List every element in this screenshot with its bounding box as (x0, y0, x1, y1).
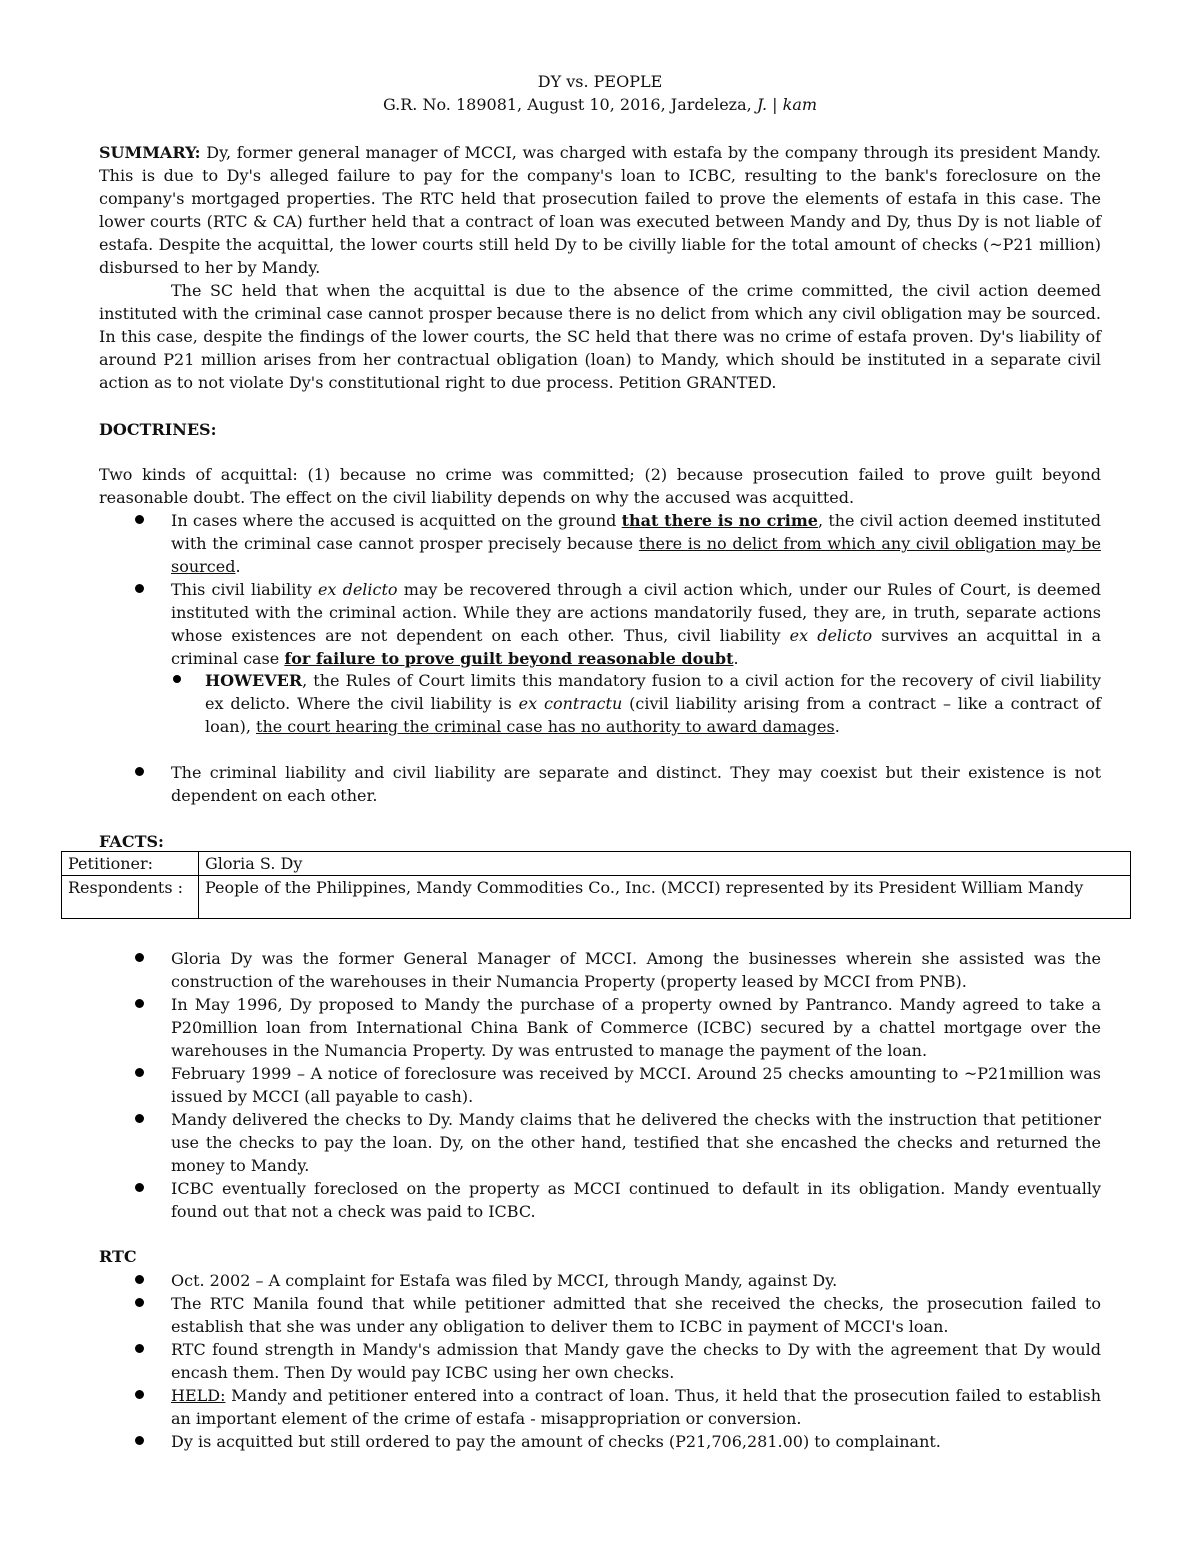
rtc-item: RTC found strength in Mandy's admission that Mandy gave the checks to Dy with the agreement that Dy would encash them. Then Dy would pay ICBC using her own checks. (171, 1340, 1101, 1382)
respondents-label: Respondents : (62, 876, 199, 919)
doctrine-item-no-crime (171, 509, 1101, 578)
doctrine-text: survives an acquittal in a criminal case (171, 626, 1102, 668)
doctrine-text: . (733, 649, 739, 668)
citation-justice-abbrev: J. (756, 95, 768, 114)
doctrine-underlined: there is no delict from which any civil obligation may be sourced (171, 534, 1102, 576)
sub-bullet-icon (173, 675, 181, 683)
doctrine-underlined: the court hearing the criminal case has no authority to award damages (256, 717, 835, 736)
doctrine-text: , the Rules of Court limits this mandatory fusion to a civil action for the recovery of civil liability ex delicto. Where the civil liability is (205, 671, 1101, 713)
table-row (62, 852, 1131, 876)
doctrine-subitem-however (205, 669, 1101, 738)
summary-text-2: The SC held that when the acquittal is due to the absence of the crime committed, the civil action deemed instituted with the criminal case cannot prosper because there is no delict from which any civil obligation may be sourced. In this case, despite the findings of the lower courts, the SC held that there was no crime of estafa proven. Dy's liability of around P21 million arises from her contractual obligation (loan) to Mandy, which should be instituted in a separate civil action as to not violate Dy's constitutional right to due process. Petition GRANTED. (99, 281, 1101, 392)
fact-item: In May 1996, Dy proposed to Mandy the purchase of a property owned by Pantranco. Mandy agreed to take a P20million loan from International China Bank of Commerce (ICBC) secured by a chattel mortgage over the warehouses in the Numancia Property. Dy was entrusted to manage the payment of the loan. (171, 995, 1101, 1060)
citation-separator: | (767, 95, 783, 114)
rtc-held-item (171, 1384, 1101, 1430)
summary-text-1: Dy, former general manager of MCCI, was charged with estafa by the company through its president Mandy. This is due to Dy's alleged failure to pay for the company's loan to ICBC, resulting to the bank's foreclosure on the company's mortgaged properties. The RTC held that prosecution failed to prove the elements of estafa in this case. The lower courts (RTC & CA) further held that a contract of loan was executed between Mandy and Dy, thus Dy is not liable of estafa. Despite the acquittal, the lower courts still held Dy to be civilly liable for the total amount of checks (~P21 million) disbursed to her by Mandy. (99, 143, 1101, 277)
doctrine-bold: HOWEVER (205, 671, 303, 690)
respondents-value: People of the Philippines, Mandy Commodities Co., Inc. (MCCI) represented by its President William Mandy (199, 876, 1131, 919)
case-citation (0, 93, 1200, 116)
bullet-icon (135, 584, 144, 593)
facts-heading: FACTS: (99, 832, 164, 851)
doctrines-intro: Two kinds of acquittal: (1) because no crime was committed; (2) because prosecution failed to prove guilt beyond reasonable doubt. The effect on the civil liability depends on why the accused was acquitted. (99, 465, 1101, 507)
held-text: Mandy and petitioner entered into a contract of loan. Thus, it held that the prosecution failed to establish an important element of the crime of estafa - misappropriation or conversion. (171, 1386, 1101, 1428)
doctrine-text: . (235, 557, 241, 576)
summary-paragraph-2 (99, 279, 1101, 394)
doctrine-italic: ex delicto (789, 626, 873, 645)
held-label: HELD: (171, 1386, 226, 1405)
doctrine-emphasis: for failure to prove guilt beyond reasonable doubt (284, 649, 734, 668)
bullet-icon (135, 1436, 144, 1445)
doctrine-text: This civil liability (171, 580, 318, 599)
bullet-icon (135, 1275, 144, 1284)
doctrine-italic: ex delicto (317, 580, 398, 599)
doctrine-text: In cases where the accused is acquitted on the ground (171, 511, 622, 530)
case-title: DY vs. PEOPLE (537, 72, 663, 91)
fact-item: Mandy delivered the checks to Dy. Mandy claims that he delivered the checks with the instruction that petitioner use the checks to pay the loan. Dy, on the other hand, testified that she encashed the checks and returned the money to Mandy. (171, 1110, 1101, 1175)
bullet-icon (135, 767, 144, 776)
table-row (62, 876, 1131, 919)
rtc-item: Oct. 2002 – A complaint for Estafa was filed by MCCI, through Mandy, against Dy. (171, 1271, 838, 1290)
doctrine-text: (civil liability arising from a contract – like a contract of loan), (205, 694, 1101, 736)
bullet-icon (135, 1344, 144, 1353)
summary-label: SUMMARY: (99, 143, 201, 162)
bullet-icon (135, 1390, 144, 1399)
rtc-heading: RTC (99, 1247, 137, 1266)
doctrines-heading: DOCTRINES: (99, 420, 217, 439)
bullet-icon (135, 1114, 144, 1123)
petitioner-value: Gloria S. Dy (199, 852, 1131, 876)
bullet-icon (135, 1298, 144, 1307)
summary-paragraph-1 (99, 141, 1101, 279)
doctrine-text: , the civil action deemed instituted with the criminal case cannot prosper precisely because (171, 511, 1101, 553)
petitioner-label: Petitioner: (62, 852, 199, 876)
bullet-icon (135, 515, 144, 524)
rtc-item: The RTC Manila found that while petitioner admitted that she received the checks, the prosecution failed to establish that she was under any obligation to deliver them to ICBC in payment of MCCI's loan. (171, 1294, 1101, 1336)
bullet-icon (135, 1183, 144, 1192)
fact-item: Gloria Dy was the former General Manager of MCCI. Among the businesses wherein she assisted was the construction of the warehouses in their Numancia Property (property leased by MCCI from PNB). (171, 949, 1101, 991)
doctrine-item-separate-liability: The criminal liability and civil liability are separate and distinct. They may coexist but their existence is not dependent on each other. (171, 763, 1101, 805)
bullet-icon (135, 953, 144, 962)
bullet-icon (135, 1068, 144, 1077)
rtc-item: Dy is acquitted but still ordered to pay the amount of checks (P21,706,281.00) to complainant. (171, 1432, 941, 1451)
citation-author: kam (782, 95, 818, 114)
fact-item: ICBC eventually foreclosed on the property as MCCI continued to default in its obligation. Mandy eventually found out that not a check was paid to ICBC. (171, 1179, 1101, 1221)
doctrine-emphasis: that there is no crime (621, 511, 818, 530)
fact-item: February 1999 – A notice of foreclosure was received by MCCI. Around 25 checks amounting to ~P21million was issued by MCCI (all payable to cash). (171, 1064, 1101, 1106)
doctrine-italic: ex contractu (518, 694, 623, 713)
citation-text: G.R. No. 189081, August 10, 2016, Jardeleza, (382, 95, 757, 114)
parties-table (61, 851, 1131, 919)
bullet-icon (135, 999, 144, 1008)
doctrine-item-ex-delicto (171, 578, 1101, 670)
doctrine-text: may be recovered through a civil action which, under our Rules of Court, is deemed instituted with the criminal action. While they are actions mandatorily fused, they are, in truth, separate actions whose existences are not dependent on each other. Thus, civil liability (171, 580, 1102, 645)
doctrine-text: . (834, 717, 840, 736)
